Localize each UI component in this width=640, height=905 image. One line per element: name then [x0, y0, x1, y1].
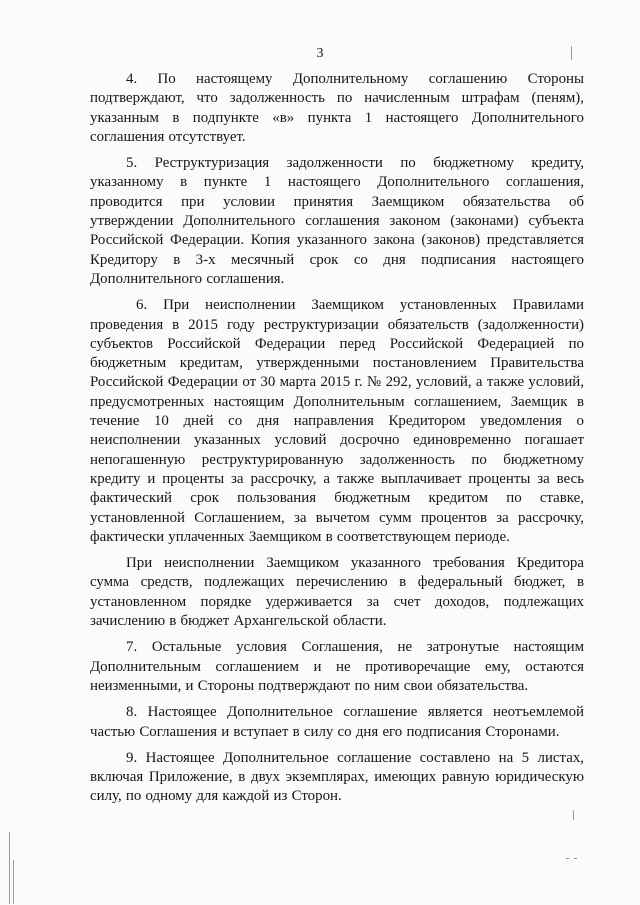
paragraph-6-continuation: При неисполнении Заемщиком указанного требования Кредитора сумма средств, подлежащих перечислению в федеральный бюджет, в установленном порядке удерживается за счет доходов, подлежащих зачислению в бюджет Архангельской области.: [90, 555, 584, 630]
paragraph-5: 5. Реструктуризация задолженности по бюджетному кредиту, указанному в пункте 1 настоящего Дополнительного соглашения, проводится при условии принятия Заемщиком обязательства об утверждении Дополнительного соглашения законом (законами) субъекта Российской Федерации. Копия указанного закона (законов) представляется Кредитору в 3-х месячный срок со дня подписания настоящего Дополнительного соглашения.: [90, 155, 584, 287]
scan-dot: [566, 858, 569, 859]
scan-edge-mark: [13, 860, 14, 904]
paragraph-7: 7. Остальные условия Соглашения, не затронутые настоящим Дополнительным соглашением и не противоречащие ему, остаются неизменными, и Стороны подтверждают по ним свои обязательства.: [90, 639, 584, 694]
scan-dot: [574, 858, 577, 859]
scan-edge-mark: [571, 46, 572, 60]
paragraph-9: 9. Настоящее Дополнительное соглашение составлено на 5 листах, включая Приложение, в двух экземплярах, имеющих равную юридическую силу, по одному для каждой из Сторон.: [90, 749, 584, 805]
page-number: 3: [316, 46, 324, 61]
scan-edge-mark: [573, 810, 574, 820]
paragraph-6: 6. При неисполнении Заемщиком установленных Правилами проведения в 2015 году реструктуризации обязательств (задолженности) субъектов Российской Федерации перед Российской Федерацией по бюджетным кредитам, утвержденными постановлением Правительства Российской Федерации от 30 марта 2015 г. № 292, условий, а также условий, предусмотренных настоящим Дополнительным соглашением, Заемщик в течение 10 дней со дня направления Кредитором уведомления о неисполнении указанных условий досрочно единовременно погашает непогашенную реструктурированную задолженность по бюджетному кредиту и проценты за рассрочку, а также выплачивает проценты за весь фактический срок пользования бюджетным кредитом по ставке, установленной Соглашением, за вычетом сумм процентов за рассрочку, фактически уплаченных Заемщиком в соответствующем периоде.: [90, 297, 584, 545]
document-body: [90, 70, 584, 807]
scan-edge-mark: [9, 832, 10, 904]
paragraph-8: 8. Настоящее Дополнительное соглашение является неотъемлемой частью Соглашения и вступает в силу со дня его подписания Сторонами.: [90, 704, 584, 740]
paragraph-4: 4. По настоящему Дополнительному соглашению Стороны подтверждают, что задолженность по начисленным штрафам (пеням), указанным в подпункте «в» пункта 1 настоящего Дополнительного соглашения отсутствует.: [90, 71, 584, 145]
